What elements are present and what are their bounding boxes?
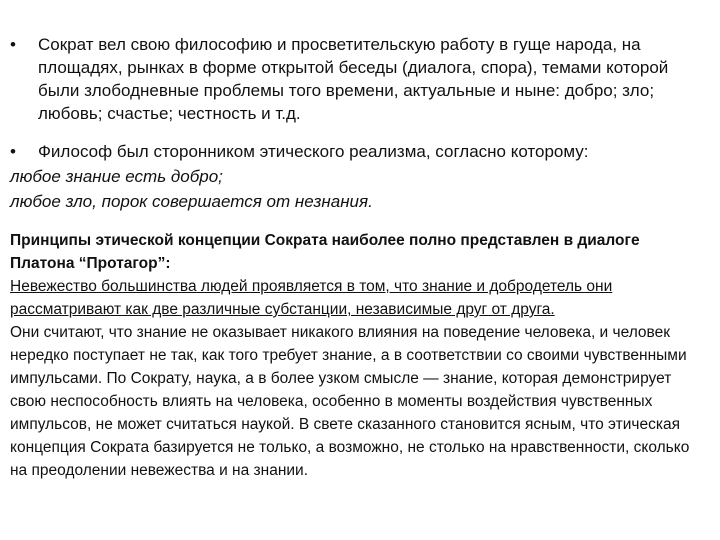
section-heading: Принципы этической концепции Сократа наиболее полно представлен в диалоге Платона “Протагор”: xyxy=(10,232,640,272)
italic-thesis-knowledge: любое знание есть добро; xyxy=(10,167,223,186)
bullet-item-ethical-realism xyxy=(10,140,700,163)
bullet-text: Философ был сторонником этического реализма, согласно которому: xyxy=(38,142,589,161)
underlined-statement: Невежество большинства людей проявляется в том, что знание и добродетель они рассматривают как две различные субстанции, независимые друг от друга. xyxy=(10,278,613,318)
bullet-item-socrates-method xyxy=(10,33,700,125)
body-paragraph: Они считают, что знание не оказывает никакого влияния на поведение человека, и человек нередко поступает не так, как того требует знание, а в соответствии со своими чувственными импульсами. По Сократу, наука, а в более узком смысле — знание, которая демонстрирует свою неспособность влиять на человека, особенно в моменты воздействия чувственных импульсов, не может считаться наукой. В свете сказанного становится ясным, что этическая концепция Сократа базируется не только, а возможно, не столько на нравственности, сколько на преодолении невежества и на знании. xyxy=(10,324,690,479)
bullet-text: Сократ вел свою философию и просветительскую работу в гуще народа, на площадях, рынках в форме открытой беседы (диалога, спора), темами которой были злободневные проблемы того времени, актуальные и ныне: добро; зло; любовь; счастье; честность и т.д. xyxy=(38,35,669,123)
italic-thesis-evil: любое зло, порок совершается от незнания. xyxy=(10,192,373,211)
bullet-marker: • xyxy=(10,35,16,54)
bullet-marker: • xyxy=(10,142,16,161)
